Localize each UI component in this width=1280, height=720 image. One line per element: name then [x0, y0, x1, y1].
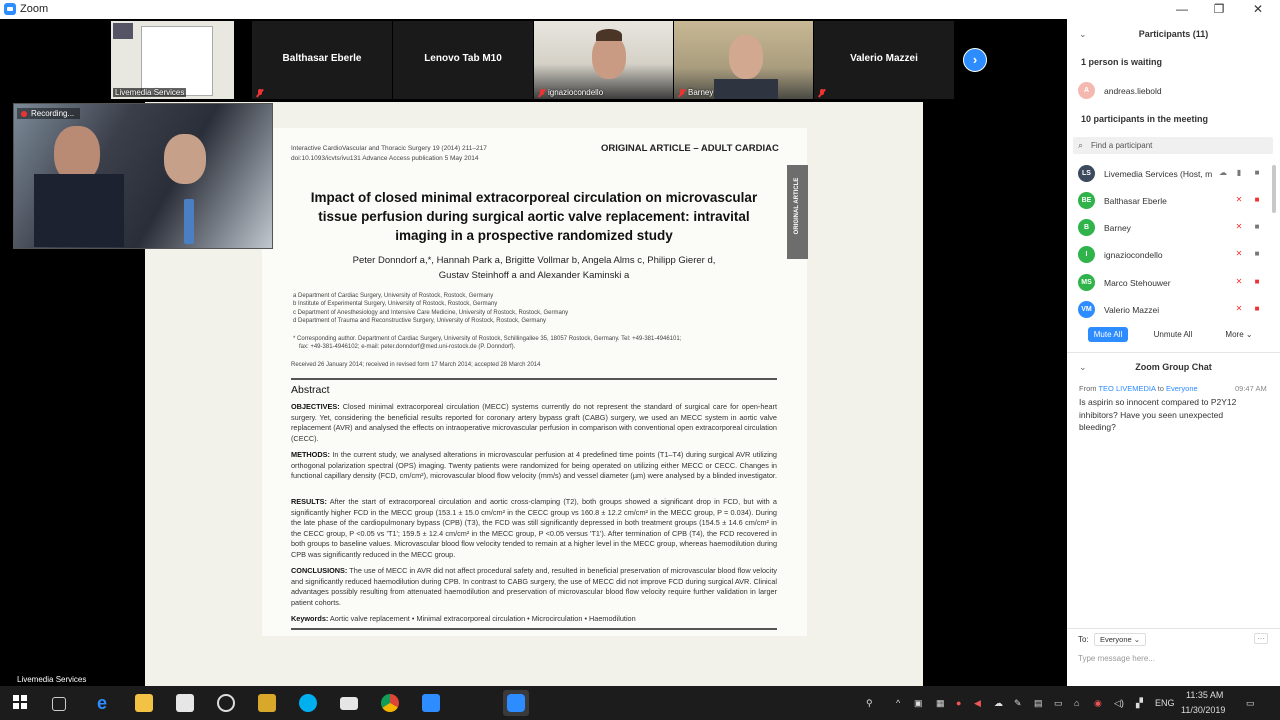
tray-app-icon[interactable]: ▣	[914, 698, 923, 708]
paper-affiliation: d Department of Trauma and Reconstructive Surgery, University of Rostock, Rostock, Germany	[293, 318, 546, 324]
chat-input[interactable]: Type message here...	[1078, 654, 1155, 663]
water-bottle	[184, 199, 194, 244]
avatar: B	[1078, 219, 1095, 236]
paper-affiliation: c Department of Anesthesiology and Intensive Care Medicine, University of Rostock, Rostock, Germany	[293, 310, 569, 316]
search-input[interactable]: Find a participant	[1091, 141, 1153, 150]
paper-abstract-heading: Abstract	[291, 384, 330, 396]
paper-doi: doi:10.1093/icvts/ivu131 Advance Access publication 5 May 2014	[291, 155, 479, 162]
tray-app-icon[interactable]: ▤	[1034, 698, 1043, 708]
avatar: I	[1078, 246, 1095, 263]
tile-label: ignaziocondello	[548, 88, 604, 97]
participant-row[interactable]	[1076, 218, 1276, 240]
paper-side-tab	[787, 165, 808, 259]
notes-app-icon[interactable]	[258, 694, 276, 712]
video-tile-barney[interactable]	[674, 21, 813, 99]
tile-label: Livemedia Services	[115, 88, 185, 97]
video-icon[interactable]: ■	[1254, 249, 1260, 258]
tile-name: Balthasar Eberle	[282, 53, 362, 64]
chat-recipient[interactable]: Everyone	[1166, 384, 1198, 393]
tray-app-icon[interactable]: ◉	[1094, 698, 1102, 708]
skype-icon[interactable]	[299, 694, 317, 712]
chat-more-button[interactable]: ···	[1254, 633, 1268, 644]
chat-message-text: Is aspirin so innocent compared to P2Y12 inhibitors? Have you seen unexpected bleeding?	[1079, 397, 1237, 432]
share-owner-label: Livemedia Services	[13, 674, 90, 685]
paper-rule	[291, 628, 777, 630]
second-person-face	[164, 134, 206, 184]
network-icon[interactable]: ▞	[1136, 698, 1143, 708]
show-hidden-icons[interactable]: ^	[896, 698, 901, 708]
avatar: LS	[1078, 165, 1095, 182]
paper-affiliation: b Institute of Experimental Surgery, University of Rostock, Rostock, Germany	[293, 301, 498, 307]
chat-divider	[1067, 628, 1280, 629]
chat-to-word: to	[1155, 384, 1166, 393]
avatar: A	[1078, 82, 1095, 99]
paper-section: ORIGINAL ARTICLE – ADULT CARDIAC	[601, 143, 779, 154]
video-off-icon[interactable]: ■	[1254, 304, 1260, 313]
waiting-participant[interactable]	[1076, 81, 1276, 103]
collapse-participants-icon[interactable]: ⌄	[1079, 29, 1087, 39]
video-tile-valerio[interactable]	[814, 21, 954, 99]
people-icon[interactable]: ⚲	[866, 698, 873, 708]
tray-app-icon[interactable]: ▦	[936, 698, 945, 708]
unmute-all-button[interactable]: Unmute All	[1153, 330, 1193, 339]
clock-app-icon[interactable]	[217, 694, 235, 712]
collapse-chat-icon[interactable]: ⌄	[1079, 362, 1087, 372]
shared-doc-thumbnail	[141, 26, 213, 96]
conclusions-text: The use of MECC in AVR did not affect procedural safety and, resulted in beneficial preservation of microvascular blood flow velocity and significantly reduced haemodilution during CPB. In contrast to CABG surgery, the use of MECC did not improve FCD during surgical AVR. Clinical advantages possibly resulting from attenuated haemodilution and preservation of microvascular blood flow velocity require further validation in larger patient cohorts.	[291, 566, 777, 607]
participant-face	[592, 35, 626, 79]
volume-icon[interactable]: ◁)	[1114, 698, 1124, 708]
results-heading: RESULTS:	[291, 497, 327, 506]
participant-face	[729, 35, 763, 79]
participants-scrollbar[interactable]	[1272, 165, 1276, 213]
tray-app-icon[interactable]: ◀	[974, 698, 981, 708]
objectives-text: Closed minimal extracorporeal circulation (MECC) systems currently do not represent the standard of surgical care for open-heart surgery. Yet, considering the beneficial results reported for coronary artery bypass graft (CABG) surgery, we used an MECC system in aortic valve replacement (AVR) and analysed the effects on intraoperative microvascular perfusion in comparison with conventional open extracorporeal circulation (CECC).	[291, 402, 777, 443]
keywords-heading: Keywords:	[291, 614, 329, 623]
paper-journal: Interactive CardioVascular and Thoracic Surgery 19 (2014) 211–217	[291, 145, 487, 152]
tile-name: Valerio Mazzei	[850, 53, 918, 64]
participants-header: Participants (11)	[1138, 29, 1209, 39]
paper-corresponding: fax: +49-381-4946102; e-mail: peter.donndorf@med.uni-rostock.de (P. Donndorf).	[299, 344, 516, 350]
chrome-icon[interactable]	[381, 694, 399, 712]
mic-muted-icon	[678, 89, 686, 97]
abstract-objectives	[291, 402, 777, 444]
next-page-button[interactable]: ›	[963, 48, 987, 72]
mic-muted-icon	[818, 89, 826, 97]
video-icon[interactable]: ■	[1254, 222, 1260, 231]
zoom-taskbar-active[interactable]	[503, 690, 529, 716]
clock-date[interactable]: 11/30/2019	[1181, 705, 1226, 715]
store-icon[interactable]	[176, 694, 194, 712]
waiting-heading: 1 person is waiting	[1081, 57, 1163, 67]
chat-sender[interactable]: TEO LIVEMEDIA	[1098, 384, 1156, 393]
zoom-taskbar-icon	[507, 694, 525, 712]
abstract-keywords	[291, 614, 777, 625]
search-icon: ⌕	[1078, 140, 1084, 150]
video-off-icon[interactable]: ■	[1254, 195, 1260, 204]
video-off-icon[interactable]: ■	[1254, 277, 1260, 286]
remote-desktop-icon[interactable]	[422, 694, 440, 712]
more-button[interactable]: More ⌄	[1225, 330, 1253, 339]
tray-app-icon[interactable]: ●	[956, 698, 962, 708]
chat-timestamp: 09:47 AM	[1235, 384, 1267, 393]
paper-authors-line1: Peter Donndorf a,*, Hannah Park a, Brigitte Vollmar b, Angela Alms c, Philipp Gierer d,	[352, 255, 716, 266]
tile-name: Lenovo Tab M10	[424, 53, 502, 64]
paper-title-line3: imaging in a prospective randomized study	[395, 228, 673, 243]
restore-button[interactable]: ❐	[1213, 2, 1225, 16]
notifications-icon[interactable]: ▭	[1246, 698, 1255, 708]
results-text: After the start of extracorporeal circulation and aortic cross-clamping (T2), both groups showed a significant drop in FCD, but with a significantly higher FCD in the MECC group (153.1 ± 15.0 cm/cm² in the CECC group vs 160.8 ± 12.2 cm/cm² in the MECC group, P = 0.034). During the late phase of the cardiopulmonary bypass (CPB) (T3), the FCD was still significantly depressed in both treatment groups (154.5 ± 14.6 cm/cm² in the CECC group, P <0.05 vs 'T1'; 159.5 ± 12.4 cm/cm² in the MECC group, P <0.05 versus 'T1'). After termination of CPB (T4), the FCD recovered in both groups to baseline values. Microvascular blood flow velocity tended to remain at a higher level in the MECC group, whereas haemodilution during CPB was significantly reduced in the MECC group.	[291, 497, 777, 559]
participant-row[interactable]	[1076, 300, 1276, 322]
video-tile-balthasar[interactable]	[252, 21, 392, 99]
participant-row[interactable]	[1076, 164, 1276, 186]
participant-name: Marco Stehouwer	[1104, 278, 1171, 288]
file-explorer-icon[interactable]	[135, 694, 153, 712]
objectives-heading: OBJECTIVES:	[291, 402, 340, 411]
chat-message-meta	[1079, 384, 1198, 393]
methods-text: In the current study, we analysed alterations in microvascular perfusion at 4 predefined time points (T1–T4) during surgical AVR utilizing orthogonal polarization spectral (OPS) imaging. Twenty patients were randomized for being operated on utilizing either MECC or CECC. Changes in functional capillary density (FCD, cm/cm²), microvascular blood flow velocity (mm/s) and vessel diameter (µm) were analysed by a blinded investigator.	[291, 450, 777, 480]
paper-affiliation: a Department of Cardiac Surgery, University of Rostock, Rostock, Germany	[293, 293, 494, 299]
tile-label: Barney	[688, 88, 714, 97]
paper-rule	[291, 378, 777, 380]
close-button[interactable]: ✕	[1252, 2, 1264, 16]
participant-name: Balthasar Eberle	[1104, 196, 1167, 206]
window-titlebar	[0, 0, 1280, 20]
abstract-conclusions	[291, 566, 777, 608]
clock-time[interactable]: 11:35 AM	[1186, 690, 1224, 700]
participant-row[interactable]	[1076, 273, 1276, 295]
inmeeting-heading: 10 participants in the meeting	[1081, 114, 1209, 124]
tray-app-icon[interactable]: ☁	[994, 698, 1003, 708]
chat-to-label: To:	[1078, 635, 1089, 644]
mic-muted-icon[interactable]: ✕	[1235, 304, 1243, 313]
video-tile-ignaziocondello[interactable]	[534, 21, 673, 99]
mic-icon[interactable]: ▮	[1236, 168, 1242, 177]
participant-name: ignaziocondello	[1104, 250, 1163, 260]
mic-muted-icon	[256, 89, 264, 97]
paper-title-line2: tissue perfusion during surgical aortic valve replacement: intravital	[318, 209, 750, 224]
methods-heading: METHODS:	[291, 450, 330, 459]
chat-header: Zoom Group Chat	[1135, 362, 1212, 372]
participant-name: Barney	[1104, 223, 1131, 233]
chat-from-prefix: From	[1079, 384, 1099, 393]
video-icon[interactable]: ■	[1254, 168, 1260, 177]
paper-received: Received 26 January 2014; received in revised form 17 March 2014; accepted 28 March 2014	[291, 362, 541, 368]
cloud-icon: ☁	[1219, 168, 1227, 177]
minimize-button[interactable]: —	[1176, 2, 1188, 16]
mic-muted-icon	[538, 89, 546, 97]
abstract-results	[291, 497, 777, 560]
avatar: MS	[1078, 274, 1095, 291]
edge-icon[interactable]: e	[96, 693, 107, 713]
start-icon[interactable]	[12, 694, 30, 712]
mic-muted-icon[interactable]: ✕	[1235, 195, 1243, 204]
paper-side-tab-label: ORIGINAL ARTICLE	[794, 177, 800, 235]
tray-app-icon[interactable]: ⌂	[1074, 698, 1080, 708]
participant-name: Livemedia Services (Host, m	[1104, 169, 1213, 179]
participant-name: andreas.liebold	[1104, 86, 1162, 96]
mail-icon[interactable]	[340, 697, 358, 710]
thumbnail-video	[113, 23, 133, 39]
participant-row[interactable]	[1076, 245, 1276, 267]
avatar: VM	[1078, 301, 1095, 318]
windows-taskbar	[0, 686, 1280, 720]
video-tile-lenovo[interactable]	[393, 21, 533, 99]
avatar: BE	[1078, 192, 1095, 209]
paper-authors-line2: Gustav Steinhoff a and Alexander Kaminski a	[438, 270, 630, 281]
window-title: Zoom	[20, 3, 49, 15]
mic-muted-icon[interactable]: ✕	[1235, 222, 1243, 231]
abstract-methods	[291, 450, 777, 482]
paper-title-line1: Impact of closed minimal extracorporeal circulation on microvascular	[310, 190, 758, 205]
active-speaker-video[interactable]	[13, 103, 273, 249]
keywords-text: Aortic valve replacement • Minimal extracorporeal circulation • Microcirculation • Haemodilution	[328, 614, 636, 623]
participant-name: Valerio Mazzei	[1104, 305, 1160, 315]
paper-corresponding: * Corresponding author. Department of Cardiac Surgery, University of Rostock, Schillingallee 35, 18057 Rostock, Germany. Tel: +49-381-4946101;	[293, 336, 682, 342]
mic-muted-icon[interactable]: ✕	[1235, 249, 1243, 258]
speaker-body	[34, 174, 124, 247]
language-indicator[interactable]: ENG	[1155, 698, 1175, 708]
panel-divider	[1067, 352, 1280, 353]
video-tile-livemedia[interactable]	[111, 21, 234, 99]
tray-app-icon[interactable]: ▭	[1054, 698, 1063, 708]
participant-body	[714, 79, 778, 99]
task-view-icon[interactable]	[52, 697, 66, 711]
participant-search[interactable]	[1073, 137, 1273, 154]
participant-row[interactable]	[1076, 191, 1276, 213]
mic-muted-icon[interactable]: ✕	[1235, 277, 1243, 286]
mute-all-button[interactable]: Mute All	[1088, 327, 1128, 342]
zoom-logo-icon	[4, 3, 16, 15]
conclusions-heading: CONCLUSIONS:	[291, 566, 348, 575]
participant-hair	[596, 29, 622, 41]
recording-indicator: Recording...	[17, 108, 80, 119]
chat-recipient-select[interactable]: Everyone ⌄	[1094, 633, 1146, 646]
tray-app-icon[interactable]: ✎	[1014, 698, 1022, 708]
